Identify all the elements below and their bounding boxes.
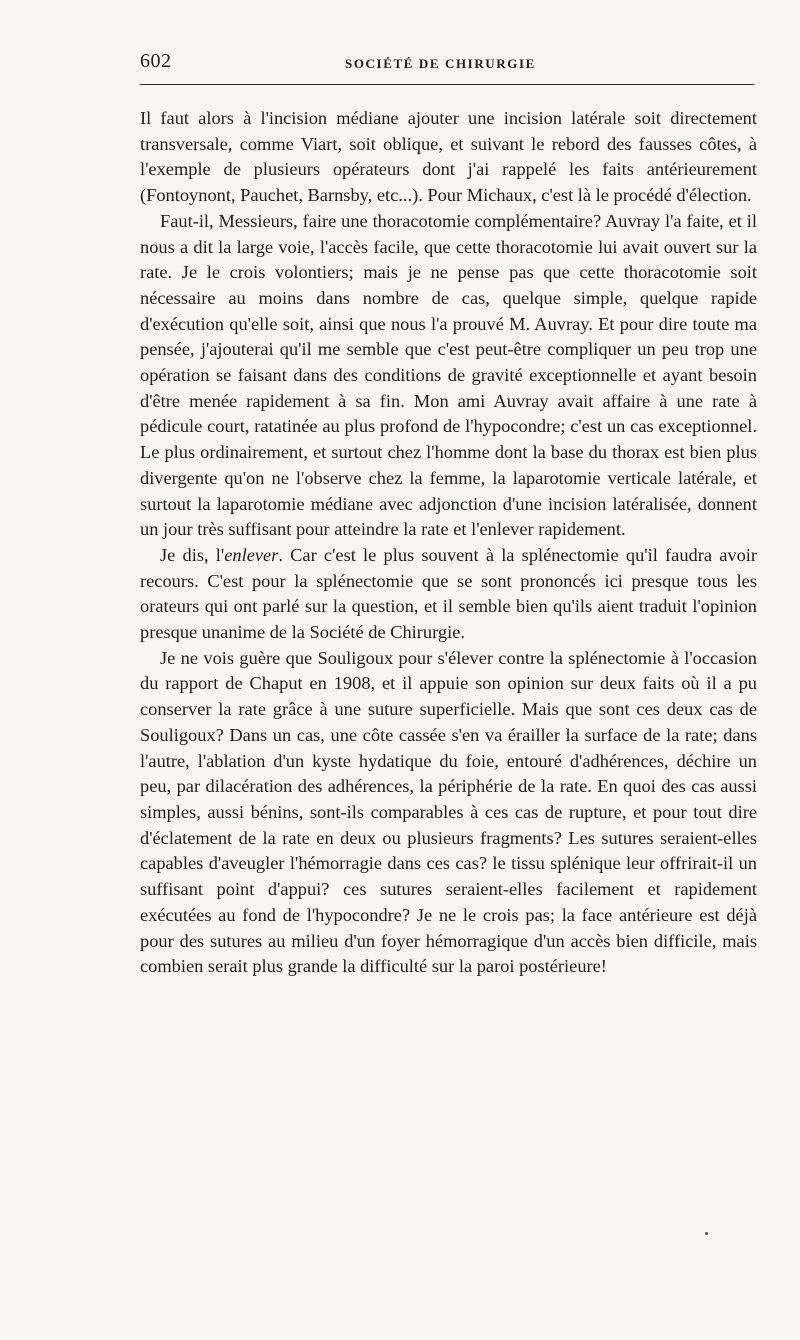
paragraph-2: Faut-il, Messieurs, faire une thoracotomie complémentaire? Auvray l'a faite, et il nous a dit la large voie, l'accès facile, que cette thoracotomie lui avait ouvert sur la rate. Je le crois volontiers; mais je ne pense pas que cette thoracotomie soit nécessaire au moins dans nombre de cas, quelque simple, quelque rapide d'exécution qu'elle soit, ainsi que nous l'a prouvé M. Auvray. Et pour dire toute ma pensée, j'ajouterai qu'il me semble que c'est peut-être compliquer un peu trop une opération se faisant dans des conditions de gravité exceptionnelle et ayant besoin d'être menée rapidement à sa fin. Mon ami Auvray avait affaire à une rate à pédicule court, ratatinée au plus profond de l'hypocondre; c'est un cas exceptionnel. Le plus ordinairement, et surtout chez l'homme dont la base du thorax est bien plus divergente qu'on ne l'observe chez la femme, la laparotomie verticale latérale, et surtout la laparotomie médiane avec adjonction d'une incision latéralisée, donnent un jour très suffisant pour atteindre la rate et l'enlever rapidement. — [140, 210, 757, 540]
header-rule — [140, 84, 754, 85]
running-head — [140, 46, 755, 74]
page-number: 602 — [140, 50, 172, 72]
print-speck — [705, 1232, 708, 1235]
paragraph-3-lead: Je dis, l' — [160, 544, 225, 565]
paragraph-3-emphasis: enlever — [224, 544, 279, 565]
paragraph-1: Il faut alors à l'incision médiane ajouter une incision latérale soit directement transversale, comme Viart, soit oblique, et suivant le rebord des fausses côtes, à l'exemple de plusieurs opérateurs dont j'ai rappelé les faits antérieurement (Fontoynont, Pauchet, Barnsby, etc...). Pour Michaux, c'est là le procédé d'élection. — [140, 108, 757, 206]
journal-title: SOCIÉTÉ DE CHIRURGIE — [345, 56, 536, 71]
body-text — [140, 106, 757, 980]
paragraph-3-rest: . Car c'est le plus souvent à la splénectomie qu'il faudra avoir recours. C'est pour la splénectomie que se sont prononcés ici presque tous les orateurs qui ont parlé sur la question, et il semble bien qu'ils aient traduit l'opinion presque unanime de la Société de Chirurgie. — [140, 544, 758, 643]
paragraph-3 — [140, 543, 757, 646]
paragraph-4: Je ne vois guère que Souligoux pour s'élever contre la splénectomie à l'occasion du rapport de Chaput en 1908, et il appuie son opinion sur deux faits où il a pu conserver la rate grâce à une suture superficielle. Mais que sont ces deux cas de Souligoux? Dans un cas, une côte cassée s'en va érailler la surface de la rate; dans l'autre, l'ablation d'un kyste hydatique du foie, entouré d'adhérences, déchire un peu, par dilacération des adhérences, la périphérie de la rate. En quoi des cas aussi simples, aussi bénins, sont-ils comparables à ces cas de rupture, et pour tout dire d'éclatement de la rate en deux ou plusieurs fragments? Les sutures seraient-elles capables d'aveugler l'hémorragie dans ces cas? le tissu splénique leur offrirait-il un suffisant point d'appui? ces sutures seraient-elles facilement et rapidement exécutées au fond de l'hypocondre? Je ne le crois pas; la face antérieure est déjà pour des sutures au milieu d'un foyer hémorragique d'un accès bien difficile, mais combien serait plus grande la difficulté sur la paroi postérieure! — [140, 647, 757, 977]
